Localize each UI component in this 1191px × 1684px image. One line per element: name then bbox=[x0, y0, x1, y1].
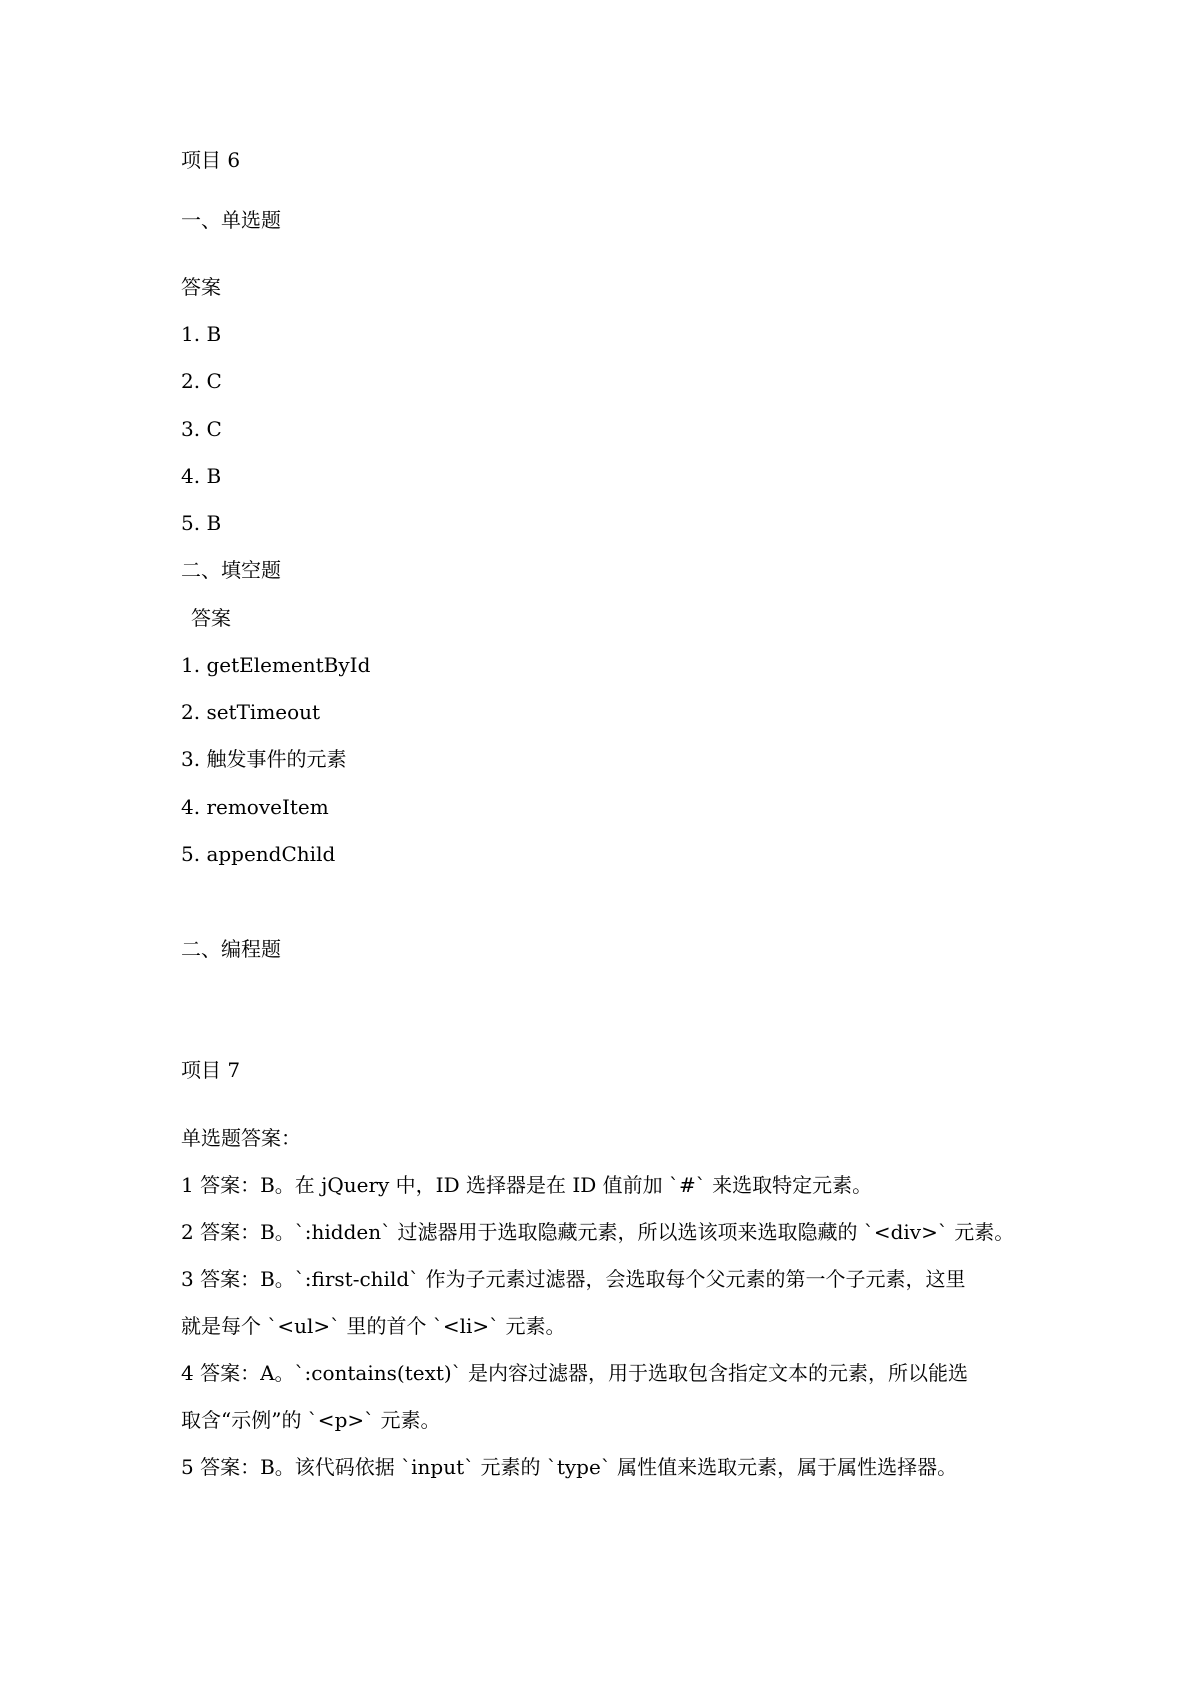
list-item: 5. B bbox=[181, 511, 222, 535]
answer-line: 3 答案：B。`:first-child` 作为子元素过滤器，会选取每个父元素的第一个子元素，这里 bbox=[181, 1267, 966, 1291]
list-item: 3. 触发事件的元素 bbox=[181, 747, 347, 771]
single-choice-answer-label: 答案 bbox=[181, 275, 221, 299]
list-item: 2. C bbox=[181, 369, 222, 393]
list-item: 4. B bbox=[181, 464, 222, 488]
single-choice-answer-heading: 单选题答案： bbox=[181, 1126, 301, 1150]
answer-line: 1 答案：B。在 jQuery 中，ID 选择器是在 ID 值前加 `#` 来选取特定元素。 bbox=[181, 1173, 873, 1197]
answer-line: 2 答案：B。`:hidden` 过滤器用于选取隐藏元素，所以选该项来选取隐藏的 `<div>` 元素。 bbox=[181, 1220, 1015, 1244]
answer-line: 就是每个 `<ul>` 里的首个 `<li>` 元素。 bbox=[181, 1314, 566, 1338]
programming-heading: 二、编程题 bbox=[181, 937, 281, 961]
project6-title: 项目 6 bbox=[181, 148, 241, 172]
list-item: 4. removeItem bbox=[181, 795, 329, 819]
list-item: 2. setTimeout bbox=[181, 700, 321, 724]
list-item: 1. getElementById bbox=[181, 653, 371, 677]
list-item: 3. C bbox=[181, 417, 222, 441]
answer-line: 5 答案：B。该代码依据 `input` 元素的 `type` 属性值来选取元素，属于属性选择器。 bbox=[181, 1455, 958, 1479]
fill-blank-answer-label: 答案 bbox=[191, 606, 231, 630]
answer-line: 取含“示例”的 `<p>` 元素。 bbox=[181, 1408, 441, 1432]
list-item: 1. B bbox=[181, 322, 222, 346]
single-choice-heading: 一、单选题 bbox=[181, 208, 281, 232]
fill-blank-heading: 二、填空题 bbox=[181, 558, 281, 582]
project7-title: 项目 7 bbox=[181, 1058, 241, 1082]
answer-line: 4 答案：A。`:contains(text)` 是内容过滤器，用于选取包含指定文本的元素，所以能选 bbox=[181, 1361, 969, 1385]
list-item: 5. appendChild bbox=[181, 842, 336, 866]
